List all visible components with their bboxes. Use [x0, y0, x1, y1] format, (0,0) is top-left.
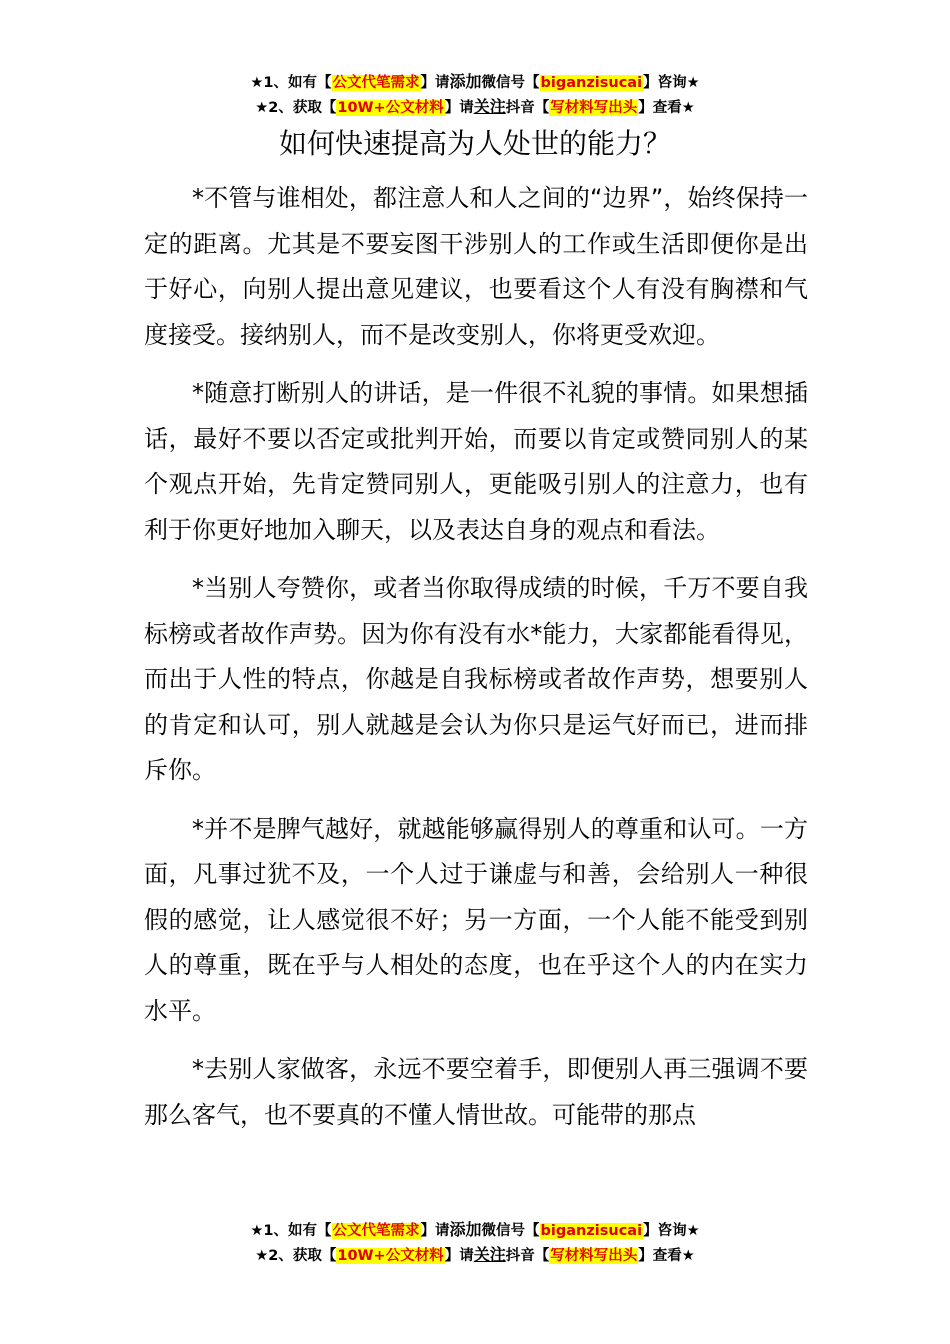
header-line2-prefix: ★2、获取【 [255, 100, 337, 116]
footer-highlight-douyin-id: 写材料写出头 [550, 1248, 638, 1264]
document-body [144, 176, 808, 1151]
footer-line2-douyin-label: 抖音【 [505, 1248, 550, 1264]
header-line2-douyin-label: 抖音【 [505, 100, 550, 116]
paragraph-praise: *当别人夸赞你，或者当你取得成绩的时候，千万不要自我标榜或者故作声势。因为你有没有水*能力，大家都能看得见，而出于人性的特点，你越是自我标榜或者故作声势，想要别人的肯定和认可，别人就越是会认为你只是运气好而已，进而排斥你。 [144, 574, 808, 784]
footer-line1-suffix: 】咨询★ [643, 1223, 700, 1239]
header-banner-line-2 [0, 95, 950, 120]
paragraph-visiting: *去别人家做客，永远不要空着手，即便别人再三强调不要那么客气，也不要真的不懂人情世故。可能带的那点 [144, 1055, 808, 1129]
footer-line1-wechat-label: 微信号【 [481, 1223, 540, 1239]
header-banner-line-1 [0, 70, 950, 95]
footer-line2-follow: 关注 [473, 1245, 506, 1264]
header-line1-wechat-label: 微信号【 [481, 75, 540, 91]
footer-highlight-wechat-id: biganzisucai [540, 1223, 643, 1239]
header-line1-prefix: ★1、如有【 [250, 75, 332, 91]
header-line1-suffix: 】咨询★ [643, 75, 700, 91]
footer-banner-line-1 [0, 1218, 950, 1243]
footer-line2-suffix: 】查看★ [638, 1248, 695, 1264]
footer-banner-line-2 [0, 1243, 950, 1268]
footer-banner [0, 1218, 950, 1268]
footer-highlight-materials: 10W+公文材料 [337, 1248, 444, 1264]
header-line2-text: 】请 [444, 100, 474, 116]
footer-line1-prefix: ★1、如有【 [250, 1223, 332, 1239]
header-highlight-wechat-id: biganzisucai [540, 75, 643, 91]
header-highlight-materials: 10W+公文材料 [337, 100, 444, 116]
paragraph-boundaries: *不管与谁相处，都注意人和人之间的“边界”，始终保持一定的距离。尤其是不要妄图干涉别人的工作或生活即便你是出于好心，向别人提出意见建议，也要看这个人有没有胸襟和气度接受。接纳别人，而不是改变别人，你将更受欢迎。 [144, 184, 808, 349]
header-highlight-douyin-id: 写材料写出头 [550, 100, 638, 116]
footer-line2-text: 】请 [444, 1248, 474, 1264]
footer-line2-prefix: ★2、获取【 [255, 1248, 337, 1264]
header-highlight-writing-service: 公文代笔需求 [332, 75, 420, 91]
paragraph-temper: *并不是脾气越好，就越能够赢得别人的尊重和认可。一方面，凡事过犹不及，一个人过于谦虚与和善，会给别人一种很假的感觉，让人感觉很不好；另一方面，一个人能不能受到别人的尊重，既在乎与人相处的态度，也在乎这个人的内在实力水平。 [144, 814, 808, 1025]
header-line1-text: 】请 [420, 75, 450, 91]
footer-line1-text: 】请 [420, 1223, 450, 1239]
document-title: 如何快速提高为人处世的能力？ [278, 127, 671, 160]
paragraph-interrupting: *随意打断别人的讲话，是一件很不礼貌的事情。如果想插话，最好不要以否定或批判开始，而要以肯定或赞同别人的某个观点开始，先肯定赞同别人，更能吸引别人的注意力，也有利于你更好地加入聊天，以及表达自身的观点和看法。 [144, 379, 808, 544]
footer-line1-add: 添加 [449, 1220, 482, 1239]
header-line2-follow: 关注 [473, 97, 506, 116]
header-line2-suffix: 】查看★ [638, 100, 695, 116]
footer-highlight-writing-service: 公文代笔需求 [332, 1223, 420, 1239]
header-banner [0, 70, 950, 120]
header-line1-add: 添加 [449, 72, 482, 91]
